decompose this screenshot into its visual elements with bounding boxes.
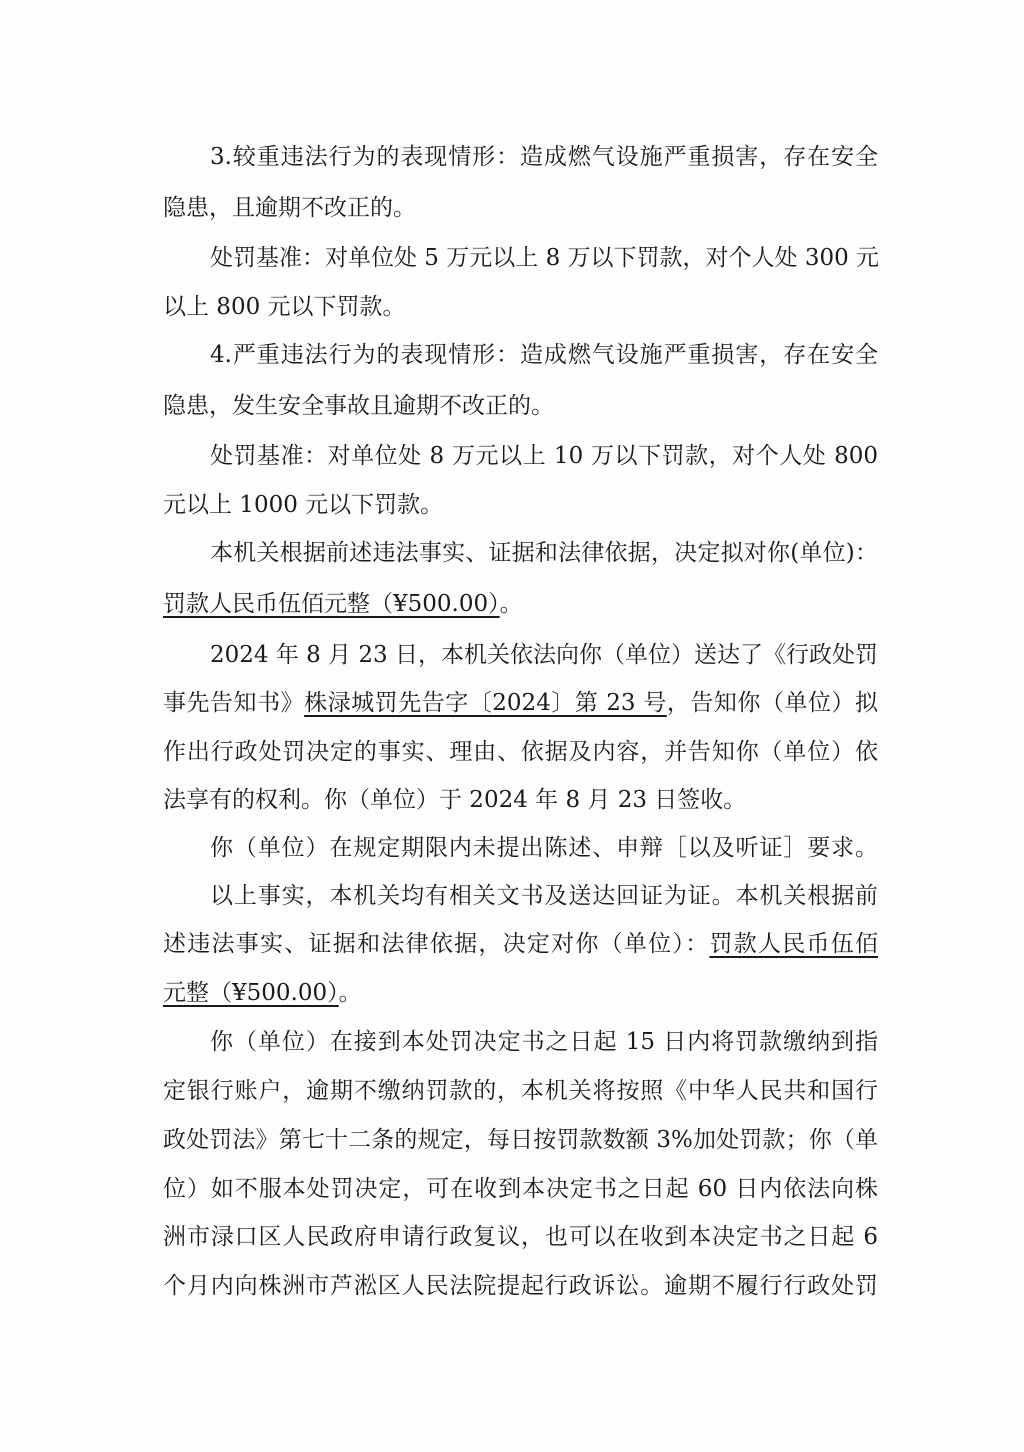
underlined-text: 元整（¥500.00） (163, 980, 339, 1006)
text-line (163, 1173, 878, 1205)
text-segment: 处罚基准：对单位处 5 万元以上 8 万以下罚款，对个人处 300 元 (210, 245, 880, 271)
text-segment: 你（单位）在规定期限内未提出陈述、申辩［以及听证］要求。 (210, 835, 878, 861)
text-segment: 以上 800 元以下罚款。 (163, 294, 406, 320)
text-line (163, 1270, 878, 1302)
text-segment: 政处罚法》第七十二条的规定，每日按罚款数额 3%加处罚款；你（单 (163, 1127, 878, 1153)
text-line (163, 880, 878, 912)
text-segment: 定银行账户，逾期不缴纳罚款的，本机关将按照《中华人民共和国行 (163, 1078, 878, 1104)
underlined-text: 株渌城罚先告字〔2024〕第 23 号 (304, 690, 667, 716)
text-line (163, 339, 878, 371)
text-line (163, 390, 878, 422)
text-line (163, 784, 878, 816)
text-segment: 个月内向株洲市芦淞区人民法院提起行政诉讼。逾期不履行行政处罚 (163, 1273, 878, 1299)
text-line (163, 1075, 878, 1107)
text-line (163, 242, 878, 274)
text-line (163, 639, 878, 671)
text-segment: 。 (338, 980, 362, 1006)
text-segment: 位）如不服本处罚决定，可在收到本决定书之日起 60 日内依法向株 (163, 1176, 878, 1202)
text-line (163, 1026, 878, 1058)
text-line (163, 1221, 878, 1253)
text-segment: 隐患，发生安全事故且逾期不改正的。 (163, 393, 554, 419)
text-line (163, 588, 878, 620)
text-line (163, 736, 878, 768)
text-segment: 本机关根据前述违法事实、证据和法律依据，决定拟对你(单位)： (210, 540, 878, 566)
text-segment: 元以上 1000 元以下罚款。 (163, 492, 444, 518)
text-line (163, 928, 878, 960)
text-segment: 法享有的权利。你（单位）于 2024 年 8 月 23 日签收。 (163, 787, 747, 813)
underlined-text: 罚款人民币伍佰 (709, 931, 879, 957)
text-segment: 洲市渌口区人民政府申请行政复议，也可以在收到本决定书之日起 6 (163, 1224, 878, 1250)
text-line (163, 440, 878, 472)
text-segment: 你（单位）在接到本处罚决定书之日起 15 日内将罚款缴纳到指 (210, 1029, 878, 1055)
text-line (163, 192, 878, 224)
text-segment: 事先告知书》 (163, 690, 305, 716)
text-segment: 作出行政处罚决定的事实、理由、依据及内容，并告知你（单位）依 (163, 739, 878, 765)
underlined-text: 罚款人民币伍佰元整（¥500.00） (163, 591, 500, 617)
text-segment: 3.较重违法行为的表现情形：造成燃气设施严重损害，存在安全 (210, 144, 878, 170)
text-line (163, 141, 878, 173)
text-segment: 隐患，且逾期不改正的。 (163, 195, 416, 221)
text-line (163, 489, 878, 521)
text-line (163, 977, 878, 1009)
text-segment: ，告知你（单位）拟 (666, 690, 879, 716)
text-segment: 述违法事实、证据和法律依据，决定对你（单位）： (163, 931, 710, 957)
text-line (163, 832, 878, 864)
text-line (163, 1124, 878, 1156)
text-line (163, 537, 878, 569)
text-segment: 4.严重违法行为的表现情形：造成燃气设施严重损害，存在安全 (210, 342, 878, 368)
text-line (163, 291, 878, 323)
text-segment: 以上事实，本机关均有相关文书及送达回证为证。本机关根据前 (210, 883, 878, 909)
text-line (163, 687, 878, 719)
text-segment: 2024 年 8 月 23 日，本机关依法向你（单位）送达了《行政处罚 (210, 642, 878, 668)
text-segment: 。 (499, 591, 523, 617)
text-segment: 处罚基准：对单位处 8 万元以上 10 万以下罚款，对个人处 800 (210, 443, 878, 469)
